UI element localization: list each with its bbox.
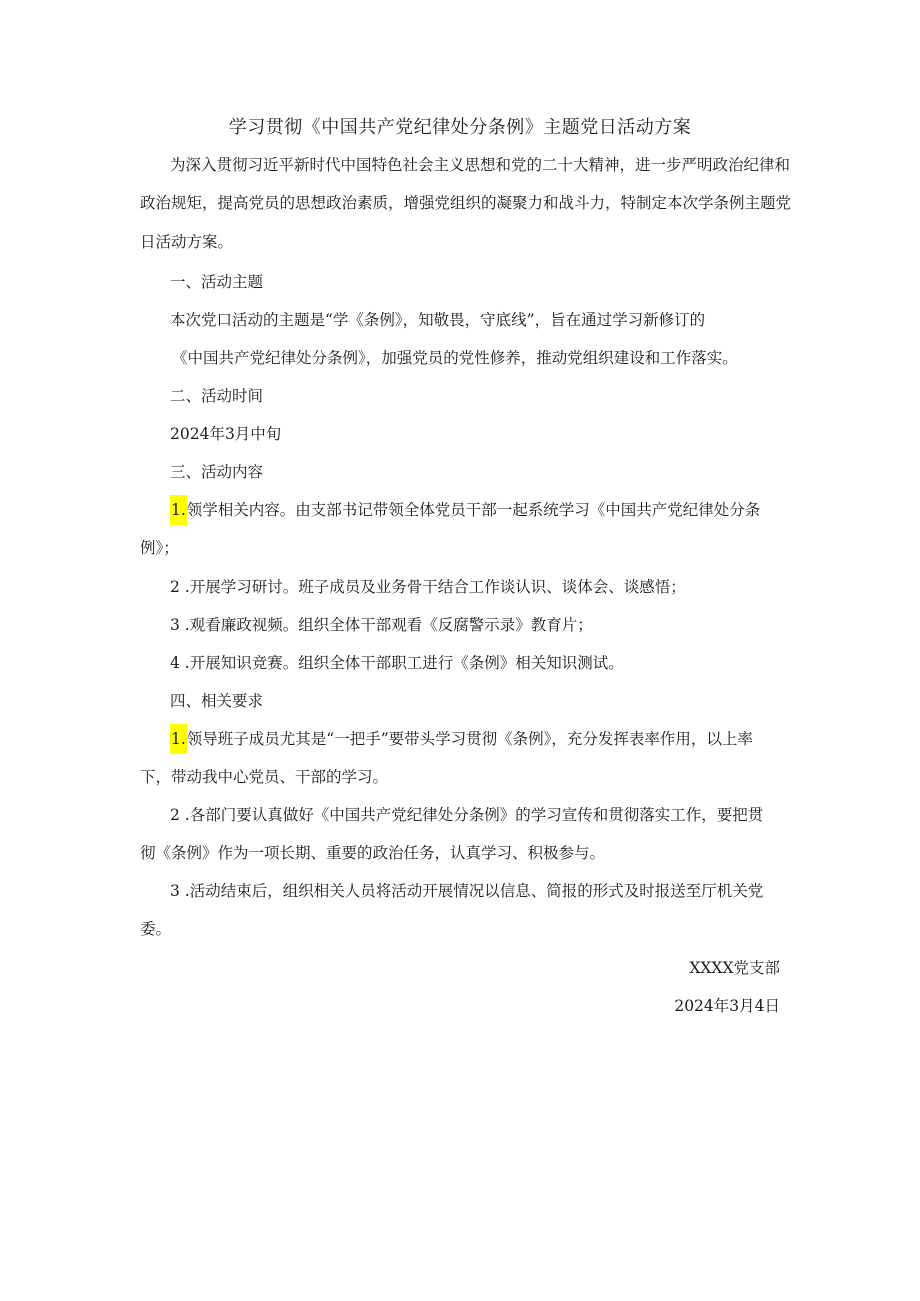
section-3-item-1: [170, 497, 760, 523]
highlighted-item-number: 1.: [170, 724, 187, 754]
section-3-item-4: 4 .开展知识竞赛。组织全体干部职工进行《条例》相关知识测试。: [170, 654, 624, 672]
section-4-item-1-line-2: 下，带动我中心党员、干部的学习。: [140, 768, 389, 786]
section-4-item-1: [170, 726, 753, 752]
section-4-item-1-line-1: 领导班子成员尤其是“一把手”要带头学习贯彻《条例》，充分发挥表率作用，以上率: [186, 730, 753, 748]
intro-line-2: 政治规矩，提高党员的思想政治素质，增强党组织的凝聚力和战斗力，特制定本次学条例主题党: [140, 194, 792, 212]
intro-line-3: 日活动方案。: [140, 233, 234, 251]
section-4-item-3-line-1: 3 .活动结束后，组织相关人员将活动开展情况以信息、简报的形式及时报送至厅机关党: [170, 882, 764, 900]
section-2-heading: 二、活动时间: [170, 387, 264, 405]
section-4-item-2-line-1: 2 .各部门要认真做好《中国共产党纪律处分条例》的学习宣传和贯彻落实工作，要把贯: [170, 806, 764, 824]
section-3-item-1-line-2: 例》；: [140, 539, 179, 557]
section-4-item-3-line-2: 委。: [140, 920, 172, 938]
signature-date: 2024年3月4日: [674, 997, 780, 1015]
section-3-heading: 三、活动内容: [170, 463, 264, 481]
section-3-item-1-line-1: 领学相关内容。由支部书记带领全体党员干部一起系统学习《中国共产党纪律处分条: [186, 501, 761, 519]
signature-org: XXXX党支部: [689, 959, 780, 977]
section-2-time: 2024年3月中旬: [170, 425, 282, 443]
section-1-line-1: 本次党口活动的主题是“学《条例》，知敬畏，守底线”，旨在通过学习新修订的: [170, 311, 706, 329]
document-title: 学习贯彻《中国共产党纪律处分条例》主题党日活动方案: [228, 117, 692, 138]
section-1-line-2: 《中国共产党纪律处分条例》，加强党员的党性修养，推动党组织建设和工作落实。: [172, 349, 738, 367]
section-4-heading: 四、相关要求: [170, 692, 264, 710]
section-3-item-2: 2 .开展学习研讨。班子成员及业务骨干结合工作谈认识、谈体会、谈感悟；: [170, 578, 686, 596]
section-4-item-2-line-2: 彻《条例》作为一项长期、重要的政治任务，认真学习、积极参与。: [140, 844, 606, 862]
section-3-item-3: 3 .观看廉政视频。组织全体干部观看《反腐警示录》教育片；: [170, 616, 593, 634]
intro-line-1: 为深入贯彻习近平新时代中国特色社会主义思想和党的二十大精神，进一步严明政治纪律和: [170, 156, 791, 174]
section-1-heading: 一、活动主题: [170, 273, 264, 291]
highlighted-item-number: 1.: [170, 495, 187, 525]
